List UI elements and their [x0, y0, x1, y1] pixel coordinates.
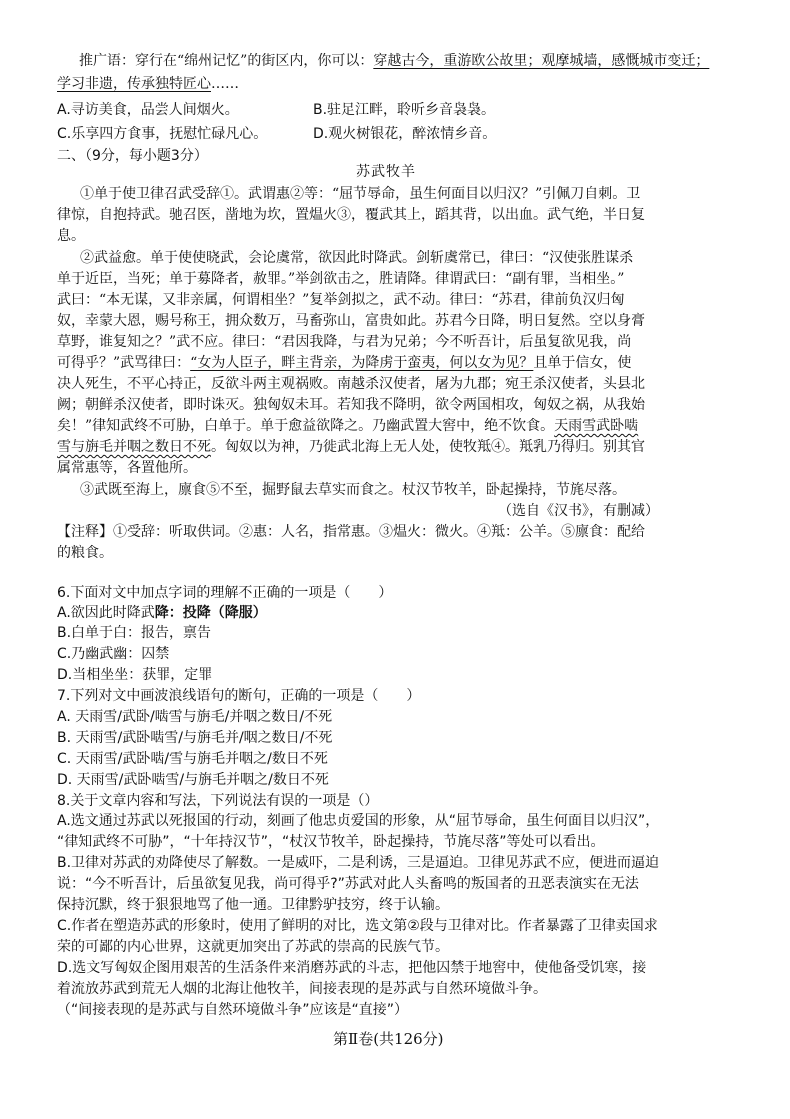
passage-p1-line: ①单于使卫律召武受辞①。武谓惠②等：“屈节辱命，虽生何面目以归汉？”引佩刀自刺。卫: [80, 186, 641, 202]
option-5b: B.驻足江畔，聆听乡音袅袅。: [313, 102, 496, 118]
volume-heading: 第Ⅱ卷(共126分): [333, 1030, 444, 1048]
q6-option-d: D.当相坐坐：获罪，定罪: [57, 667, 213, 683]
promo-underlined-1: 穿越古今，重游欧公故里；观摩城墙，感慨城市变迁；: [373, 53, 710, 69]
q6-option-c: C.乃幽武幽：囚禁: [57, 646, 170, 662]
option-5d: D.观火树银花，醉浓情乡音。: [313, 126, 497, 142]
option-5c: C.乐享四方食事，抚慰忙碌凡心。: [57, 126, 268, 142]
passage-p2-seg: 且单于信女，使: [533, 355, 632, 371]
notes-line: 【注释】①受辞：听取供词。②惠：人名，指常惠。③煴火：微火。④羝：公羊。⑤廪食：配给: [57, 524, 645, 540]
q6-option-a-lead: A.欲因此时降武: [57, 605, 155, 621]
passage-title: 苏武牧羊: [356, 164, 416, 180]
passage-p3: ③武既至海上，廪食⑤不至，掘野鼠去草实而食之。杖汉节牧羊，卧起操持，节旄尽落。: [80, 482, 626, 498]
promo-line-1: [79, 51, 709, 72]
notes-line: 的粮食。: [57, 545, 113, 561]
passage-p2-line-mixed: [57, 353, 631, 374]
passage-underlined-sentence: “女为人臣子，畔主背亲，为降虏于蛮夷，何以女为见？: [190, 355, 534, 371]
q8-stem: 8.关于文章内容和写法，下列说法有误的一项是（）: [57, 793, 379, 809]
passage-p2-line-mixed: [57, 437, 645, 458]
section-heading: 二、（9分，每小题3分）: [57, 148, 208, 164]
passage-p2-line: 决人死生，不平心持正，反欲斗两主观祸败。南越杀汉使者，屠为九郡；宛王杀汉使者，头县北: [57, 376, 645, 392]
passage-p2-line: ②武益愈。单于使使晓武，会论虞常，欲因此时降武。剑斩虞常已，律曰：“汉使张胜谋杀: [80, 250, 634, 266]
passage-p2-seg: 。匈奴以为神，乃徙武北海上无人处，使牧羝④。羝乳乃得归。别其官: [211, 439, 645, 455]
passage-p2-line: 阙；朝鲜杀汉使者，即时诛灭。独匈奴未耳。若知我不降明，欲令两国相攻，匈奴之祸，从我始: [57, 397, 645, 413]
q8-option-d-line: 着流放苏武到荒无人烟的北海让他牧羊，间接表现的是苏武与自然环境做斗争。: [57, 981, 547, 997]
promo-line-2: [57, 74, 239, 95]
passage-p2-line-mixed: [57, 416, 638, 437]
q6-option-b: B.白单于白：报告，禀告: [57, 625, 212, 641]
promo-underlined-2: 学习非遗，传承独特匠心: [57, 76, 211, 92]
passage-p1-line: 律惊，自抱持武。驰召医，凿地为坎，置煴火③，覆武其上，蹈其背，以出血。武气绝，半日复: [57, 207, 645, 223]
passage-wavy-sentence-part2: 雪与旃毛并咽之数日不死: [57, 439, 211, 455]
passage-p2-line: 奴，幸蒙大恩，赐号称王，拥众数万，马畜弥山，富贵如此。苏君今日降，明日复然。空以身膏: [57, 313, 645, 329]
q8-option-b-line: B.卫律对苏武的劝降使尽了解数。一是威吓，二是利诱，三是逼迫。卫律见苏武不应，便进而逼迫: [57, 855, 660, 871]
promo-lead: 推广语：穿行在“绵州记忆”的街区内，你可以：: [79, 53, 374, 69]
passage-p2-line: 单于近臣，当死；单于募降者，赦罪。”举剑欲击之，胜请降。律谓武曰：“副有罪，当相坐。”: [57, 271, 625, 287]
passage-p2-line: 武曰：“本无谋，又非亲属，何谓相坐？”复举剑拟之，武不动。律曰：“苏君，律前负汉归匈: [57, 292, 625, 308]
passage-p2-seg: 矣！”律知武终不可胁，白单于。单于愈益欲降之。乃幽武置大窖中，绝不饮食。: [57, 418, 555, 434]
q8-answer-note: （“间接表现的是苏武与自然环境做斗争”应该是“直接”）: [57, 1002, 409, 1018]
option-5a: A.寻访美食，品尝人间烟火。: [57, 102, 239, 118]
passage-wavy-sentence-part1: 天雨雪武卧啮: [554, 418, 639, 434]
q6-option-a-bold: 降：投降（降服）: [154, 605, 267, 621]
q7-option-a: A. 天雨雪/武卧/啮雪与旃毛/并咽之数日/不死: [57, 709, 333, 725]
q8-option-a-line: A.选文通过苏武以死报国的行动，刻画了他忠贞爱国的形象，从“屈节辱命，虽生何面目以归汉”，: [57, 813, 660, 829]
q6-option-a: [57, 603, 267, 624]
q6-stem: 6.下面对文中加点字词的理解不正确的一项是（ ）: [57, 585, 393, 601]
q8-option-b-line: 说：“今不听吾计，后虽欲复见我，尚可得乎?”苏武对此人头畜鸣的叛国者的丑恶表演实在无法: [57, 876, 639, 892]
q7-option-c: C. 天雨雪/武卧啮/雪与旃毛并咽之/数日不死: [57, 751, 328, 767]
passage-p2-seg: 可得乎？”武骂律曰：: [57, 355, 191, 371]
q8-option-c-line: 荣的可鄙的内心世界，这就更加突出了苏武的崇高的民族气节。: [57, 939, 449, 955]
passage-source: （选自《汉书》，有删减）: [498, 503, 659, 519]
passage-p2-line: 草野，谁复知之？”武不应。律曰：“君因我降，与君为兄弟；今不听吾计，后虽复欲见我，尚: [57, 334, 632, 350]
q8-option-a-line: “律知武终不可胁”，“十年持汉节”，“杖汉节牧羊，卧起操持，节旄尽落”等处可以看出。: [57, 834, 605, 850]
passage-p2-line: 属常惠等，各置他所。: [57, 460, 197, 476]
q8-option-c-line: C.作者在塑造苏武的形象时，使用了鲜明的对比，选文第②段与卫律对比。作者暴露了卫律卖国求: [57, 918, 658, 934]
q7-option-d: D. 天雨雪/武卧啮雪/与旃毛并咽之/数日不死: [57, 772, 329, 788]
passage-p1-line: 息。: [57, 228, 85, 244]
q8-option-d-line: D.选文写匈奴企图用艰苦的生活条件来消磨苏武的斗志，把他囚禁于地窖中，使他备受饥寒，接: [57, 960, 647, 976]
q7-stem: 7.下列对文中画波浪线语句的断句，正确的一项是（ ）: [57, 688, 421, 704]
q7-option-b: B. 天雨雪/武卧啮雪/与旃毛并/咽之数日/不死: [57, 730, 333, 746]
promo-tail: ……: [211, 76, 239, 92]
q8-option-b-line: 保持沉默，终于狠狠地骂了他一通。卫律黔驴技穷，终于认输。: [57, 897, 449, 913]
